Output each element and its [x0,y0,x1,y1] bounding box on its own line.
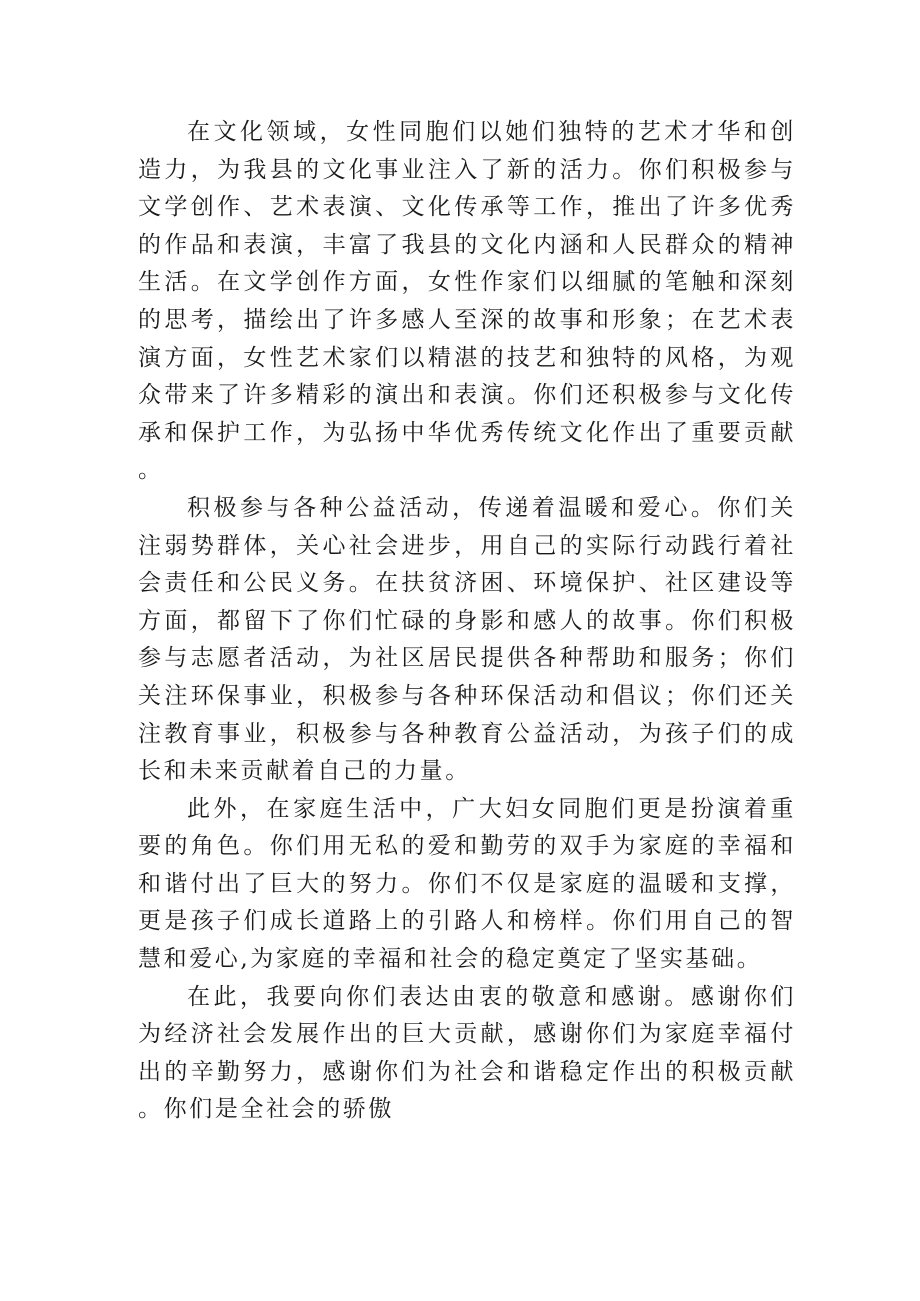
paragraph-culture: 在文化领域，女性同胞们以她们独特的艺术才华和创造力，为我县的文化事业注入了新的活力。你们积极参与文学创作、艺术表演、文化传承等工作，推出了许多优秀的作品和表演，丰富了我县的文化内涵和人民群众的精神生活。在文学创作方面，女性作家们以细腻的笔触和深刻的思考，描绘出了许多感人至深的故事和形象；在艺术表演方面，女性艺术家们以精湛的技艺和独特的风格，为观众带来了许多精彩的演出和表演。你们还积极参与文化传承和保护工作，为弘扬中华优秀传统文化作出了重要贡献。 [138,119,796,484]
paragraph-family-life: 此外，在家庭生活中，广大妇女同胞们更是扮演着重要的角色。你们用无私的爱和勤劳的双手为家庭的幸福和和谐付出了巨大的努力。你们不仅是家庭的温暖和支撑，更是孩子们成长道路上的引路人和榜样。你们用自己的智慧和爱心,为家庭的幸福和社会的稳定奠定了坚实基础。 [138,795,796,973]
paragraph-public-welfare: 积极参与各种公益活动，传递着温暖和爱心。你们关注弱势群体，关心社会进步，用自己的实际行动践行着社会责任和公民义务。在扶贫济困、环境保护、社区建设等方面，都留下了你们忙碌的身影和感人的故事。你们积极参与志愿者活动，为社区居民提供各种帮助和服务；你们关注环保事业，积极参与各种环保活动和倡议；你们还关注教育事业，积极参与各种教育公益活动，为孩子们的成长和未来贡献着自己的力量。 [138,494,796,785]
paragraph-gratitude: 在此，我要向你们表达由衷的敬意和感谢。感谢你们为经济社会发展作出的巨大贡献，感谢你们为家庭幸福付出的辛勤努力，感谢你们为社会和谐稳定作出的积极贡献。你们是全社会的骄傲 [138,983,796,1123]
document-body [138,114,796,1129]
